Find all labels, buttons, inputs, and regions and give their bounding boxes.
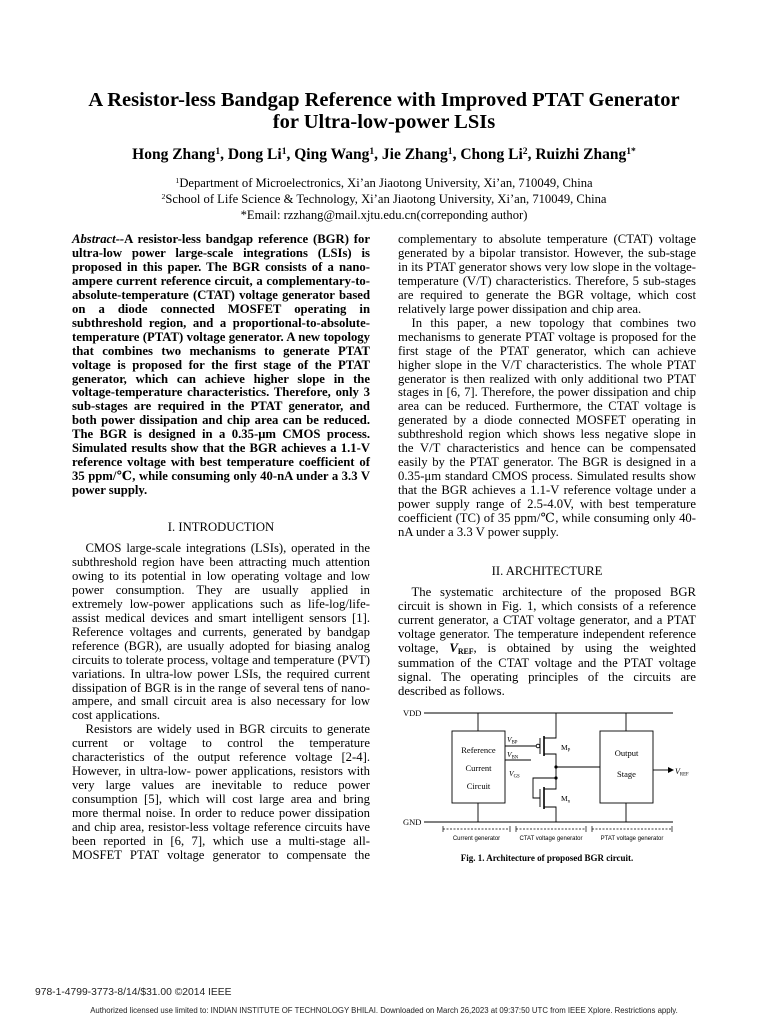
reference-box-label: Circuit	[466, 781, 491, 791]
mp-label	[561, 743, 571, 754]
block-label-ctat-generator: CTAT voltage generator	[519, 836, 583, 842]
symbol-subscript: P	[567, 748, 571, 754]
mn-label	[561, 794, 571, 805]
symbol-base: V	[509, 769, 514, 778]
vref-label	[675, 767, 689, 778]
gnd-label: GND	[403, 817, 422, 827]
body-paragraph-continued: complementary to absolute temperature (CTAT) voltage generated by a bipolar transistor. However, the sub-stage in its PTAT generator shows very low slope in the voltage-temperature (V/T) characteristics. Therefore, 5 sub-stages are required to generate the BGR voltage, which cost relatively large power dissipation and chip area.	[398, 232, 696, 316]
author-name: Ruizhi Zhang	[535, 146, 627, 163]
supply-wires	[478, 713, 626, 822]
author-affiliation-mark: 1	[281, 146, 287, 158]
author-name: Hong Zhang	[132, 146, 216, 163]
title-line: for Ultra-low-power LSIs	[272, 111, 496, 133]
author-separator: ,	[220, 146, 228, 163]
corresponding-email: *Email: rzzhang@mail.xjtu.edu.cn(correponding author)	[240, 208, 528, 222]
author-affiliation-mark: 2	[522, 146, 528, 158]
author-separator: ,	[286, 146, 295, 163]
introduction-body-left	[72, 542, 370, 863]
body-paragraph: CMOS large-scale integrations (LSIs), operated in the subthreshold region have been attracting much attention owing to its potential in low operating voltage and low power consumption. They are usually applied in extremely low-power applications such as life-log/life-assist medical devices and smart intelligent sensors [1]. Reference voltages and currents, generated by bandgap reference (BGR), are usually adopted for biasing analog circuits to tolerate process, voltage and temperature (PVT) variations. In ultra-low power LSIs, the required current dissipation of BGR is in the range of several tens of nano-ampere, and small circuit area is also necessary for low cost applications.	[72, 541, 370, 723]
output-stage-box	[600, 731, 653, 803]
reference-box-label: Current	[465, 763, 492, 773]
junction-dot	[554, 765, 557, 768]
author-name: Qing Wang	[294, 146, 370, 163]
block-label-current-generator: Current generator	[452, 836, 501, 842]
pmos-gate-bubble	[536, 744, 540, 748]
symbol-subscript: REF	[457, 647, 474, 657]
author-affiliation-mark: 1	[215, 146, 221, 158]
output-box-label: Output	[614, 748, 639, 758]
reference-box-label: Reference	[461, 745, 496, 755]
author-separator: ,	[527, 146, 536, 163]
abstract-paragraph	[72, 233, 370, 498]
body-paragraph	[398, 586, 696, 699]
junction-dot	[554, 776, 557, 779]
symbol-subscript: GS	[513, 774, 520, 780]
author-separator: ,	[452, 146, 461, 163]
paragraph-text: , is obtained by using the weighted summation of the CTAT voltage and the PTAT voltage signal. The operating principles of the circuits are described as follows.	[398, 640, 696, 698]
title-line: A Resistor-less Bandgap Reference with Improved PTAT Generator	[88, 89, 680, 111]
affiliation-line	[0, 192, 768, 208]
author-separator: ,	[374, 146, 382, 163]
affiliation-text: School of Life Science & Technology, Xi’an Jiaotong University, Xi’an, 710049, China	[165, 192, 607, 206]
vref-arrow-head	[668, 767, 674, 773]
affiliation-mark: 2	[161, 192, 166, 202]
transistor-mn-terminals	[544, 767, 556, 822]
abstract-block	[72, 233, 370, 498]
body-paragraph: In this paper, a new topology that combines two mechanisms to generate PTAT voltage is proposed for the first stage of the PTAT generator, which can achieve higher slope in the V/T characteristics. The whole PTAT generator is then realized with only additional two PTAT stages in [6, 7]. Therefore, the power dissipation and chip area can be reduced. Furthermore, the CTAT voltage is generated by a diode connected MOSFET operating in subthreshold region which shows less negative slope in the V/T characteristics and hence can be compensated easily by the PTAT generator. The BGR is designed in a 0.35-μm standard CMOS process. Simulated results show that the BGR achieves a 1.1-V reference voltage under a power supply range of 2.5-4.0V, with best temperature coefficient (TC) of 35 ppm/℃, while consuming only 40-nA under a 3.3 V power supply.	[398, 315, 696, 540]
affiliation-text: Department of Microelectronics, Xi’an Jiaotong University, Xi’an, 710049, China	[179, 176, 593, 190]
copyright-notice: 978-1-4799-3773-8/14/$31.00 ©2014 IEEE	[35, 987, 232, 998]
symbol-subscript: n	[567, 799, 571, 805]
symbol-base: M	[561, 794, 568, 803]
vbp-label	[507, 735, 518, 746]
author-affiliation-mark: 1*	[626, 146, 636, 158]
author-name: Dong Li	[227, 146, 282, 163]
symbol-base: V	[675, 767, 680, 776]
author-affiliation-mark: 1	[369, 146, 375, 158]
paper-title	[0, 89, 768, 133]
affiliation-line	[0, 176, 768, 192]
affiliations	[0, 176, 768, 222]
symbol-base: V	[507, 735, 512, 744]
section-heading-architecture: II. ARCHITECTURE	[491, 564, 603, 578]
author-affiliation-mark: 1	[447, 146, 453, 158]
block-label-ptat-generator: PTAT voltage generator	[600, 836, 664, 842]
vbn-label	[507, 750, 519, 761]
paragraph-text: The systematic architecture of the proposed BGR circuit is shown in Fig. 1, which consists of a reference current generator, a CTAT voltage generator, and a PTAT voltage generator. The temperature independent reference voltage,	[398, 585, 696, 655]
author-name: Jie Zhang	[381, 146, 448, 163]
body-paragraph: Resistors are widely used in BGR circuits to generate current or voltage to control the temperature characteristics of the output reference voltage [2-4]. However, in ultra-low- power applications, resistors with very large values are inevitable to reduce power consumption [5], which will cost large area and bring more thermal noise. In order to reduce power dissipation and chip area, resistor-less voltage reference circuits have been reported in [6, 7], which use a multi-stage all-MOSFET PTAT voltage generator to compensate the	[72, 722, 370, 862]
abstract-text: A resistor-less bandgap reference (BGR) for ultra-low power large-scale integrations (LSIs) is proposed in this paper. The BGR consists of a nano-ampere current reference circuit, a complementary-to-absolute-temperature (CTAT) voltage generator based on a diode connected MOSFET operating in subthreshold region, and a proportional-to-absolute-temperature (PTAT) voltage generator. A new topology that combines two mechanisms to generate PTAT voltage is proposed for the first stage of the PTAT generator, which can achieve higher slope in the voltage-temperature characteristics. Therefore, only 3 sub-stages are required in the PTAT generator, and both power dissipation and chip area can be reduced. The BGR is designed in a 0.35-μm CMOS process. Simulated results show that the BGR achieves a 1.1-V reference voltage with best temperature coefficient of 35 ppm/℃, while consuming only 40-nA under a 3.3 V power supply.	[72, 232, 370, 498]
abstract-label: Abstract--	[72, 232, 125, 246]
symbol-base: M	[561, 743, 568, 752]
output-box-label: Stage	[617, 769, 636, 779]
symbol-subscript: BP	[511, 740, 518, 746]
vref-symbol	[449, 641, 473, 655]
license-notice: Authorized licensed use limited to: INDIAN INSTITUTE OF TECHNOLOGY BHILAI. Downloaded on March 26,2023 at 09:37:50 UTC from IEEE Xplore. Restrictions apply.	[90, 1006, 678, 1015]
symbol-subscript: REF	[679, 772, 689, 778]
transistor-mp-terminals	[544, 713, 556, 767]
vgs-label	[509, 769, 520, 780]
figure-architecture-diagram	[396, 703, 696, 849]
vdd-label: VDD	[403, 708, 422, 718]
affiliation-mark: 1	[175, 176, 180, 186]
author-list	[0, 146, 768, 166]
author-name: Chong Li	[460, 146, 523, 163]
figure-caption: Fig. 1. Architecture of proposed BGR circuit.	[460, 853, 634, 863]
architecture-body	[398, 586, 696, 699]
symbol-base: V	[507, 750, 512, 759]
symbol-base: V	[449, 640, 458, 655]
introduction-body-right	[398, 233, 696, 540]
symbol-subscript: BN	[511, 755, 519, 761]
section-heading-introduction: I. INTRODUCTION	[167, 520, 275, 534]
